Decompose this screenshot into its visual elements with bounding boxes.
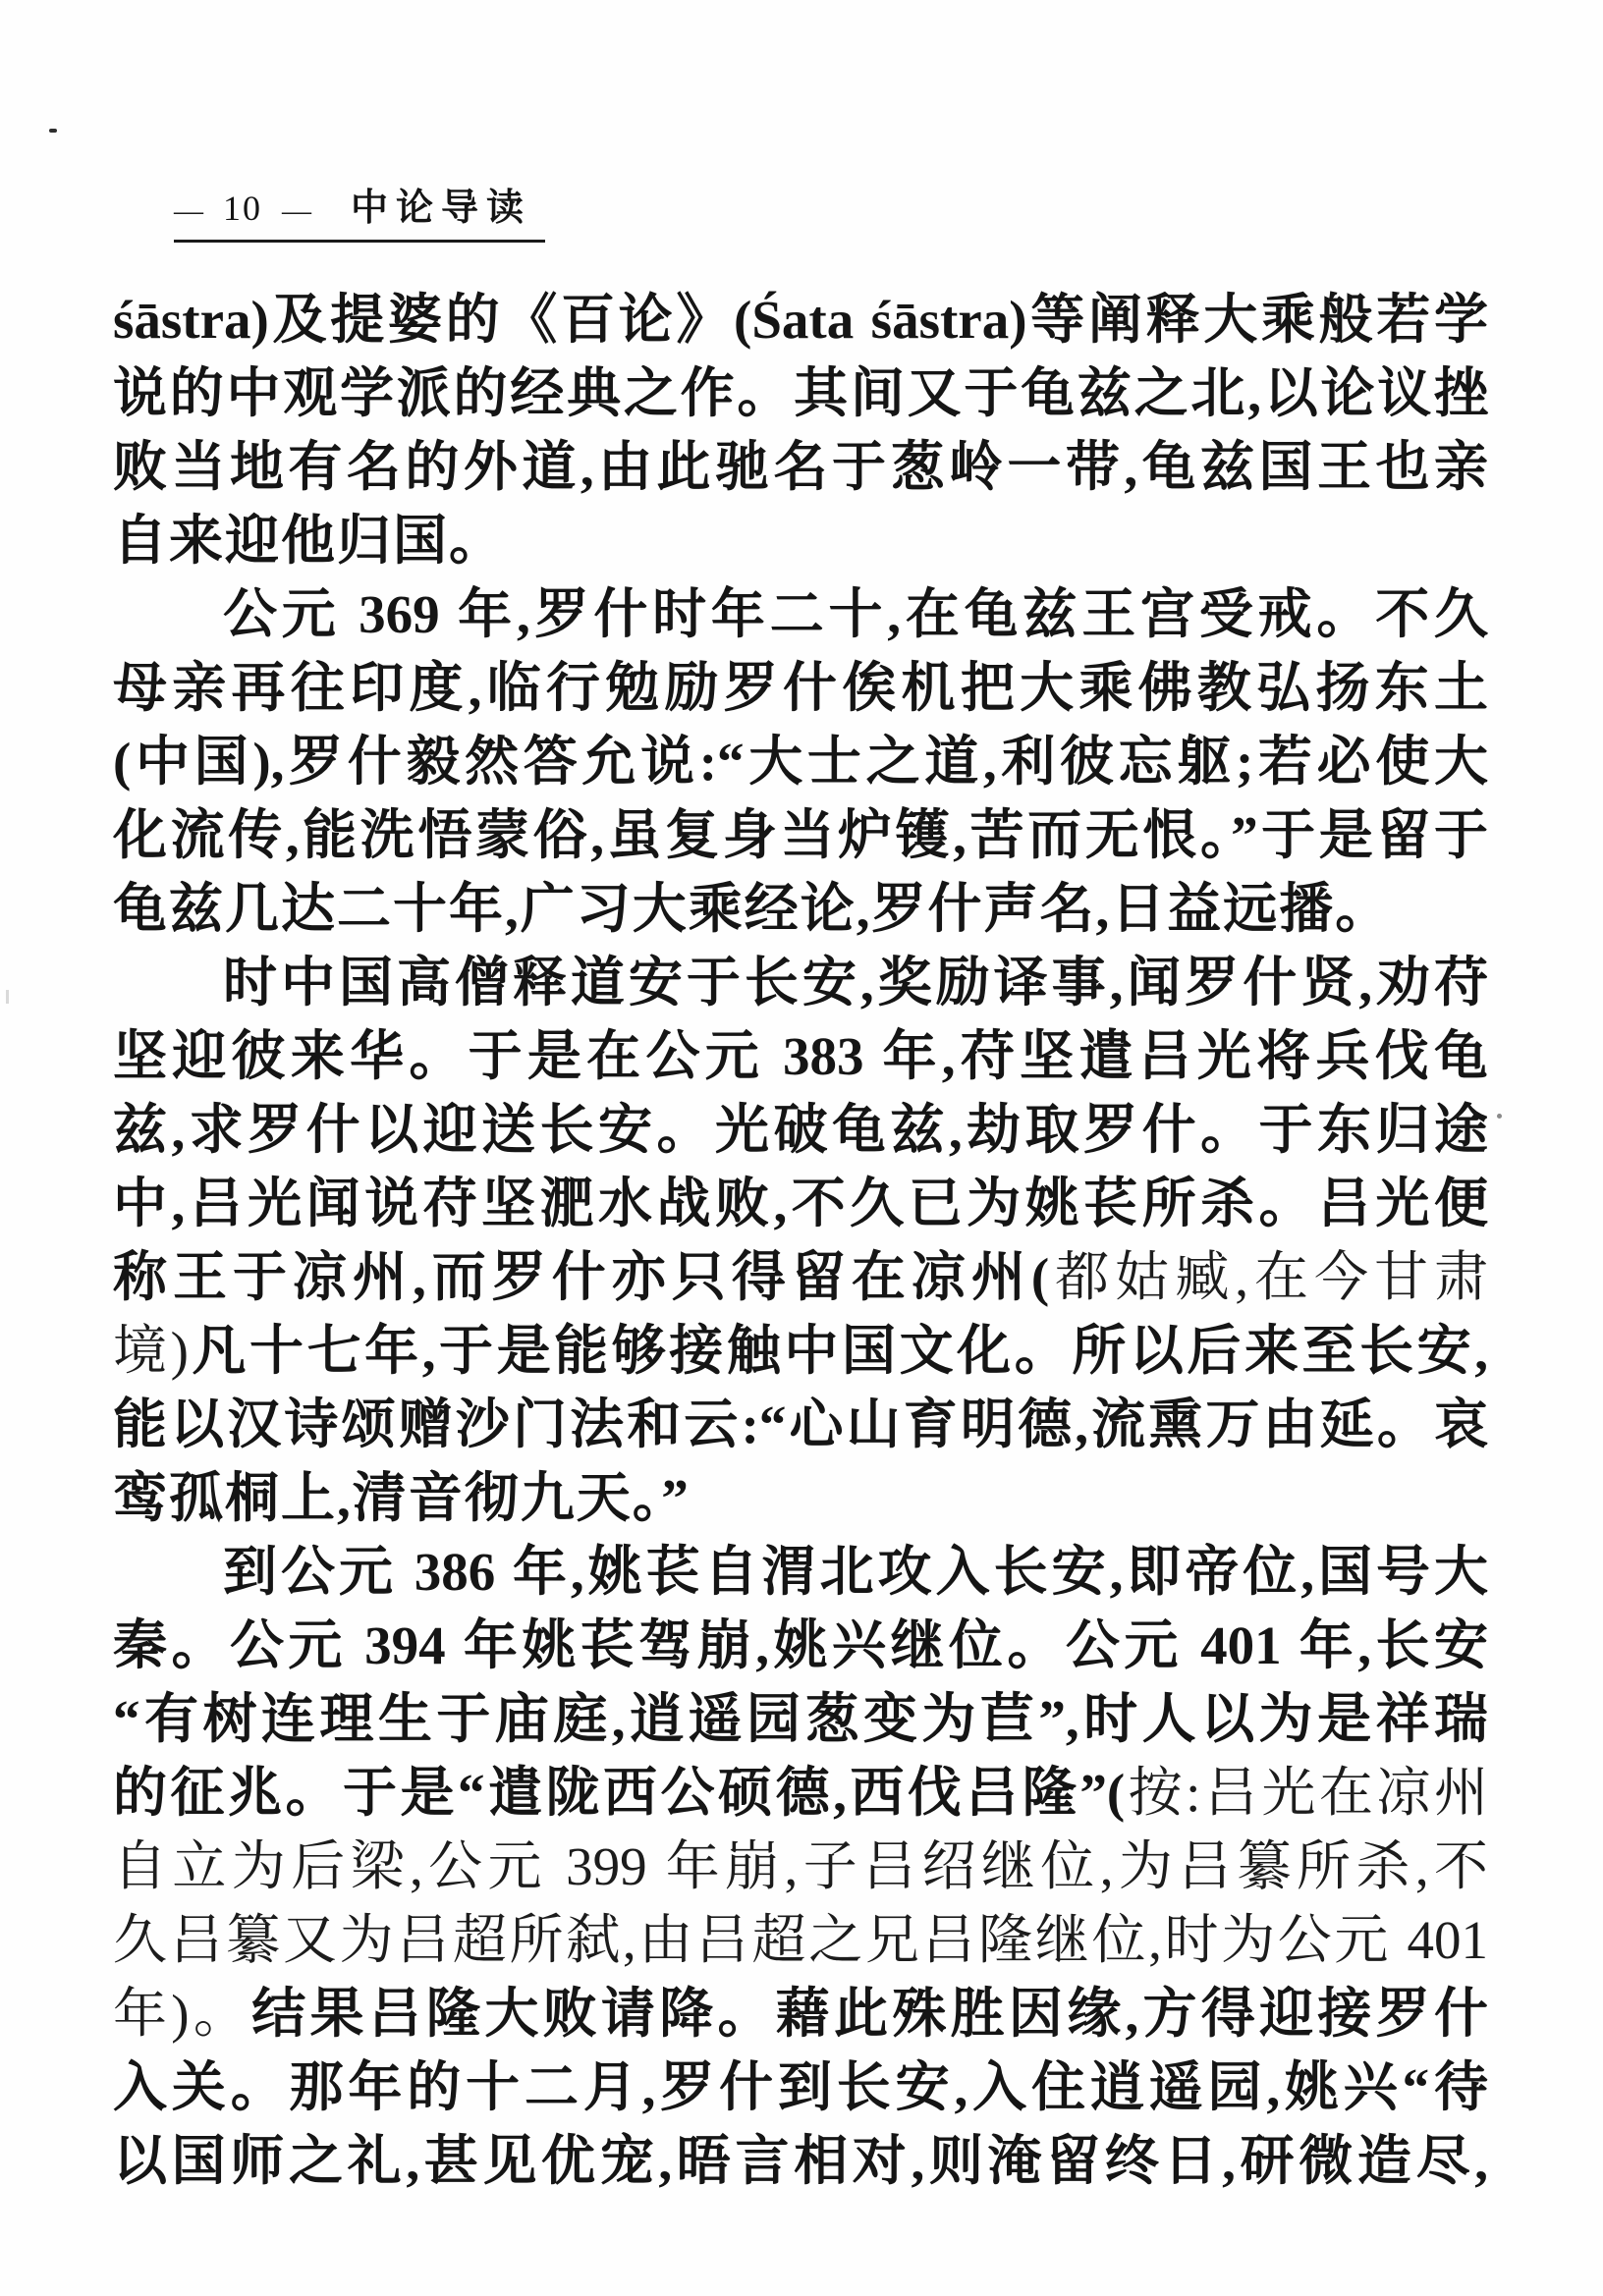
text-segment: 的征兆。于是“遣陇西公硕德,西伐吕隆”( xyxy=(113,1763,1126,1823)
text-segment: 境) xyxy=(113,1321,189,1381)
running-header xyxy=(174,177,545,243)
text-segment: 败当地有名的外道,由此驰名于葱岭一带,龟兹国王也亲 xyxy=(113,437,1488,497)
text-segment: 久吕纂又为吕超所弑,由吕超之兄吕隆继位,时为公元 401 xyxy=(113,1910,1488,1970)
text-line xyxy=(113,872,1488,946)
text-block xyxy=(113,283,1488,2198)
text-line xyxy=(113,1240,1488,1314)
text-line xyxy=(113,283,1488,356)
header-dash-right: — xyxy=(282,194,311,227)
text-segment: “有树连理生于庙庭,逍遥园葱变为苣”,时人以为是祥瑞 xyxy=(113,1689,1488,1749)
text-line xyxy=(113,725,1488,798)
scan-speck xyxy=(49,129,57,133)
scan-speck xyxy=(6,990,9,1004)
text-segment: 时中国高僧释道安于长安,奖励译事,闻罗什贤,劝苻 xyxy=(223,953,1488,1012)
text-line xyxy=(113,2124,1488,2198)
text-line xyxy=(113,1609,1488,1682)
book-title: 中论导读 xyxy=(351,188,532,229)
header-dash-left: — xyxy=(174,194,203,227)
text-segment: 母亲再往印度,临行勉励罗什俟机把大乘佛教弘扬东土 xyxy=(113,658,1488,718)
text-segment: 自立为后梁,公元 399 年崩,子吕绍继位,为吕纂所杀,不 xyxy=(113,1836,1488,1896)
text-line xyxy=(113,2050,1488,2124)
text-line xyxy=(113,1019,1488,1093)
text-line xyxy=(113,798,1488,872)
text-line xyxy=(113,1388,1488,1461)
text-segment: 坚迎彼来华。于是在公元 383 年,苻坚遣吕光将兵伐龟 xyxy=(113,1026,1488,1086)
text-line xyxy=(113,1093,1488,1167)
text-line xyxy=(113,1830,1488,1903)
text-segment: 到公元 386 年,姚苌自渭北攻入长安,即帝位,国号大 xyxy=(223,1542,1488,1602)
text-line xyxy=(113,1682,1488,1756)
text-segment: śāstra)及提婆的《百论》(Śata śāstra)等阐释大乘般若学 xyxy=(113,290,1488,350)
text-segment: 以国师之礼,甚见优宠,晤言相对,则淹留终日,研微造尽, xyxy=(113,2131,1488,2191)
text-line xyxy=(113,1903,1488,1977)
text-segment: 鸾孤桐上,清音彻九天。” xyxy=(113,1468,691,1528)
text-line xyxy=(113,1167,1488,1240)
text-line xyxy=(113,430,1488,504)
text-segment: 年)。 xyxy=(113,1984,252,2044)
text-segment: 化流传,能洗悟蒙俗,虽复身当炉镬,苦而无恨。”于是留于 xyxy=(113,805,1488,865)
text-line xyxy=(113,356,1488,430)
text-segment: 称王于凉州,而罗什亦只得留在凉州( xyxy=(113,1247,1050,1307)
text-segment: 秦。公元 394 年姚苌驾崩,姚兴继位。公元 401 年,长安 xyxy=(113,1615,1488,1675)
text-segment: 兹,求罗什以迎送长安。光破龟兹,劫取罗什。于东归途 xyxy=(113,1100,1488,1160)
text-segment: (中国),罗什毅然答允说:“大士之道,利彼忘躯;若必使大 xyxy=(113,732,1488,792)
text-line xyxy=(113,651,1488,725)
page-number: 10 xyxy=(223,189,262,228)
text-segment: 自来迎他归国。 xyxy=(113,511,506,571)
text-segment: 说的中观学派的经典之作。其间又于龟兹之北,以论议挫 xyxy=(113,363,1488,423)
text-segment: 中,吕光闻说苻坚淝水战败,不久已为姚苌所杀。吕光便 xyxy=(113,1174,1488,1233)
text-segment: 按:吕光在凉州 xyxy=(1125,1763,1488,1823)
text-line xyxy=(113,1756,1488,1830)
text-line xyxy=(113,946,1488,1019)
text-segment: 都姑臧,在今甘肃 xyxy=(1049,1247,1488,1307)
text-segment: 入关。那年的十二月,罗什到长安,入住逍遥园,姚兴“待 xyxy=(113,2057,1488,2117)
text-segment: 龟兹几达二十年,广习大乘经论,罗什声名,日益远播。 xyxy=(113,879,1392,939)
text-segment: 能以汉诗颂赠沙门法和云:“心山育明德,流熏万由延。哀 xyxy=(113,1394,1488,1454)
text-segment: 凡十七年,于是能够接触中国文化。所以后来至长安, xyxy=(188,1321,1488,1381)
text-line xyxy=(113,1461,1488,1535)
text-line xyxy=(113,1535,1488,1609)
text-line xyxy=(113,1977,1488,2050)
text-line xyxy=(113,577,1488,651)
text-segment: 公元 369 年,罗什时年二十,在龟兹王宫受戒。不久 xyxy=(223,584,1488,644)
text-line xyxy=(113,1314,1488,1388)
scan-speck xyxy=(1497,1114,1502,1119)
text-line xyxy=(113,504,1488,577)
text-segment: 结果吕隆大败请降。藉此殊胜因缘,方得迎接罗什 xyxy=(251,1984,1488,2044)
